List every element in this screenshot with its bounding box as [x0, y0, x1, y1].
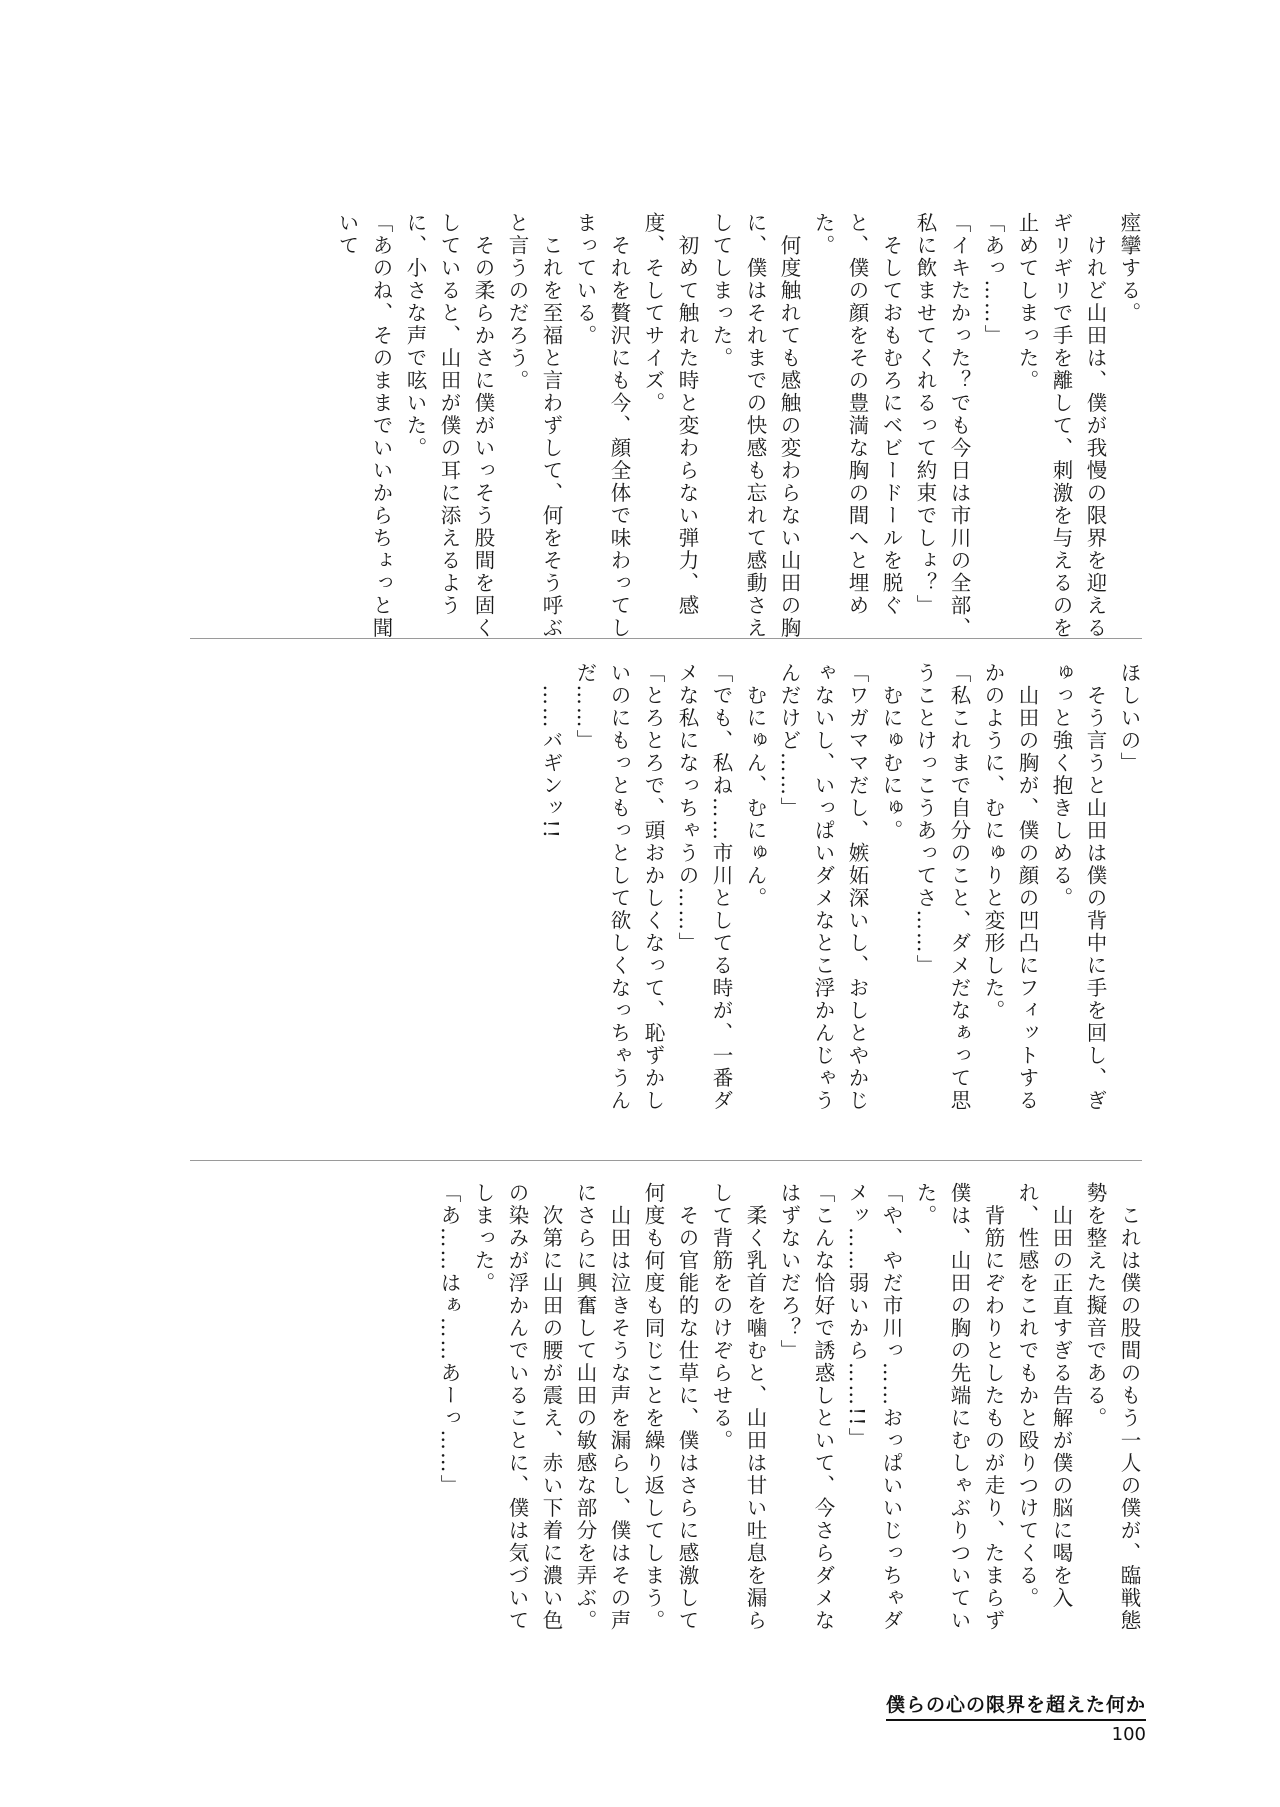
text-block-upper	[188, 212, 1146, 640]
paragraph: 柔く乳首を噛むと、山田は甘い吐息を漏らして背筋をのけぞらせる。	[709, 1182, 767, 1632]
running-title: 僕らの心の限界を超えた何か	[886, 1690, 1146, 1721]
paragraph: 「あっ……」	[981, 212, 1005, 347]
paragraph: 「あ……はぁ……あーっ……」	[437, 1182, 461, 1497]
paragraph: むにゅん、むにゅん。	[743, 662, 767, 910]
paragraph: 次第に山田の腰が震え、赤い下着に濃い色の染みが浮かんでいることに、僕は気づいてしまった。	[471, 1182, 563, 1632]
paragraph: 山田の胸が、僕の顔の凹凸にフィットするかのように、むにゅりと変形した。	[981, 662, 1039, 1112]
paragraph: これは僕の股間のもう一人の僕が、臨戦態勢を整えた擬音である。	[1083, 1182, 1141, 1632]
paragraph: そう言うと山田は僕の背中に手を回し、ぎゅっと強く抱きしめる。	[1049, 662, 1107, 1112]
paragraph: これを至福と言わずして、何をそう呼ぶと言うのだろう。	[505, 212, 563, 640]
paragraph: 何度触れても感触の変わらない山田の胸に、僕はそれまでの快感も忘れて感動さえしてしまった。	[709, 212, 801, 640]
paragraph: 「私これまで自分のこと、ダメだなぁって思うことけっこうあってさ……」	[913, 662, 971, 1112]
text-block-middle	[188, 662, 1146, 1120]
paragraph: その官能的な仕草に、僕はさらに感激して何度も何度も同じことを繰り返してしまう。	[641, 1182, 699, 1632]
paragraph: 痙攣する。	[1117, 212, 1141, 325]
paragraph: けれど山田は、僕が我慢の限界を迎えるギリギリで手を離して、刺激を与えるのを止めてしまった。	[1015, 212, 1107, 640]
paragraph: 「こんな恰好で誘惑しといて、今さらダメなはずないだろ？」	[777, 1182, 835, 1632]
paragraph: それを贅沢にも今、顔全体で味わってしまっている。	[573, 212, 631, 640]
paragraph: ほしいの」	[1117, 662, 1141, 775]
paragraph: 「でも、私ね……市川としてる時が、一番ダメな私になっちゃうの……」	[675, 662, 733, 1112]
paragraph: 初めて触れた時と変わらない弾力、感度、そしてサイズ。	[641, 212, 699, 617]
paragraph: 背筋にぞわりとしたものが走り、たまらず僕は、山田の胸の先端にむしゃぶりついていた。	[913, 1182, 1005, 1632]
section-divider	[190, 638, 1142, 639]
paragraph: 「とろとろで、頭おかしくなって、恥ずかしいのにもっともっとして欲しくなっちゃうんだ……」	[573, 662, 665, 1112]
paragraph: 山田は泣きそうな声を漏らし、僕はその声にさらに興奮して山田の敏感な部分を弄ぶ。	[573, 1182, 631, 1632]
page-number: 100	[1111, 1724, 1146, 1745]
section-divider	[190, 1160, 1142, 1161]
paragraph: ……バギンッ!!	[539, 662, 563, 840]
paragraph: その柔らかさに僕がいっそう股間を固くしていると、山田が僕の耳に添えるように、小さな声で呟いた。	[403, 212, 495, 640]
paragraph: むにゅむにゅ。	[879, 662, 903, 842]
text-block-lower	[188, 1182, 1146, 1640]
page-footer	[886, 1690, 1146, 1745]
paragraph: 山田の正直すぎる告解が僕の脳に喝を入れ、性感をこれでもかと殴りつけてくる。	[1015, 1182, 1073, 1610]
paragraph: 「イキたかった？でも今日は市川の全部、私に飲ませてくれるって約束でしょ？」	[913, 212, 971, 640]
paragraph: 「あのね、そのままでいいからちょっと聞いて	[335, 212, 393, 640]
paragraph: 「や、やだ市川っ……おっぱいいじっちゃダメッ……弱いから……!!」	[845, 1182, 903, 1632]
paragraph: そしておもむろにベビードールを脱ぐと、僕の顔をその豊満な胸の間へと埋めた。	[811, 212, 903, 617]
paragraph: 「ワガママだし、嫉妬深いし、おしとやかじゃないし、いっぱいダメなとこ浮かんじゃうんだけど……」	[777, 662, 869, 1112]
